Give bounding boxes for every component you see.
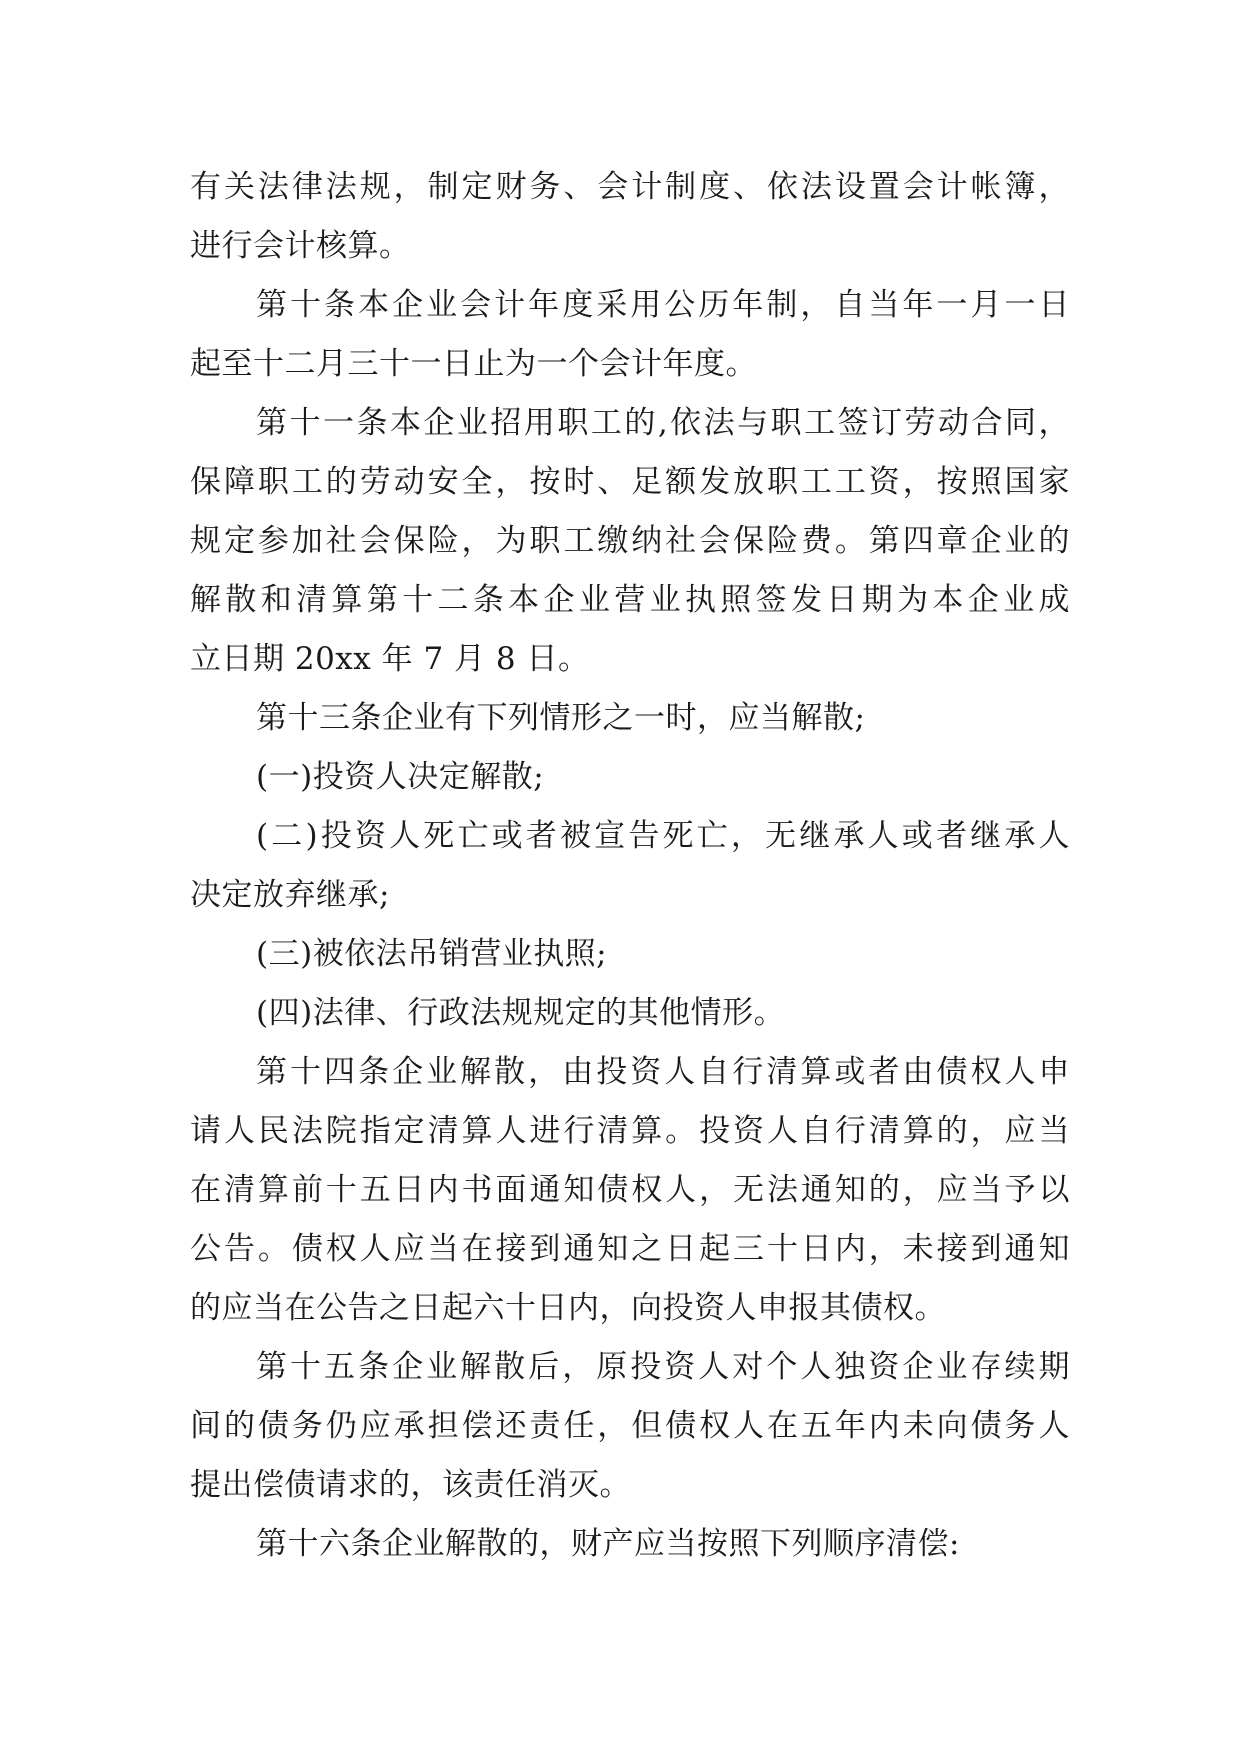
paragraph-article-11 xyxy=(190,394,1070,689)
text-line: 第十一条本企业招用职工的,依法与职工签订劳动合同， xyxy=(256,405,1070,441)
text-line: (一)投资人决定解散; xyxy=(256,759,545,795)
list-item-1 xyxy=(190,748,1070,807)
paragraph-article-16 xyxy=(190,1515,1070,1574)
text-line: 提出偿债请求的，该责任消灭。 xyxy=(190,1467,631,1503)
text-line: 第十三条企业有下列情形之一时，应当解散; xyxy=(256,700,866,736)
text-line: 第十六条企业解散的，财产应当按照下列顺序清偿: xyxy=(256,1526,960,1562)
text-line: 解散和清算第十二条本企业营业执照签发日期为本企业成 xyxy=(190,582,1070,618)
text-line: 立日期 20xx 年 7 月 8 日。 xyxy=(190,641,590,677)
text-line: 有关法律法规，制定财务、会计制度、依法设置会计帐簿， xyxy=(190,169,1070,205)
paragraph-article-13 xyxy=(190,689,1070,748)
list-item-3 xyxy=(190,925,1070,984)
paragraph-article-15 xyxy=(190,1338,1070,1515)
text-line: 的应当在公告之日起六十日内，向投资人申报其债权。 xyxy=(190,1290,946,1326)
text-line: 决定放弃继承; xyxy=(190,877,390,913)
text-line: 规定参加社会保险，为职工缴纳社会保险费。第四章企业的 xyxy=(190,523,1070,559)
text-line: 间的债务仍应承担偿还责任，但债权人在五年内未向债务人 xyxy=(190,1408,1070,1444)
text-line: 起至十二月三十一日止为一个会计年度。 xyxy=(190,346,757,382)
text-line: 公告。债权人应当在接到通知之日起三十日内，未接到通知 xyxy=(190,1231,1070,1267)
paragraph-article-14 xyxy=(190,1043,1070,1338)
text-line: 第十四条企业解散，由投资人自行清算或者由债权人申 xyxy=(256,1054,1070,1090)
list-item-2 xyxy=(190,807,1070,925)
text-line: 进行会计核算。 xyxy=(190,228,411,264)
document-body xyxy=(190,158,1070,1574)
text-line: (四)法律、行政法规规定的其他情形。 xyxy=(256,995,786,1031)
text-line: 请人民法院指定清算人进行清算。投资人自行清算的，应当 xyxy=(190,1113,1070,1149)
list-item-4 xyxy=(190,984,1070,1043)
text-line: (二)投资人死亡或者被宣告死亡，无继承人或者继承人 xyxy=(256,818,1070,854)
text-line: 第十条本企业会计年度采用公历年制，自当年一月一日 xyxy=(256,287,1070,323)
text-line: (三)被依法吊销营业执照; xyxy=(256,936,608,972)
text-line: 在清算前十五日内书面通知债权人，无法通知的，应当予以 xyxy=(190,1172,1070,1208)
text-line: 保障职工的劳动安全，按时、足额发放职工工资，按照国家 xyxy=(190,464,1070,500)
paragraph-continuation xyxy=(190,158,1070,276)
paragraph-article-10 xyxy=(190,276,1070,394)
text-line: 第十五条企业解散后，原投资人对个人独资企业存续期 xyxy=(256,1349,1070,1385)
